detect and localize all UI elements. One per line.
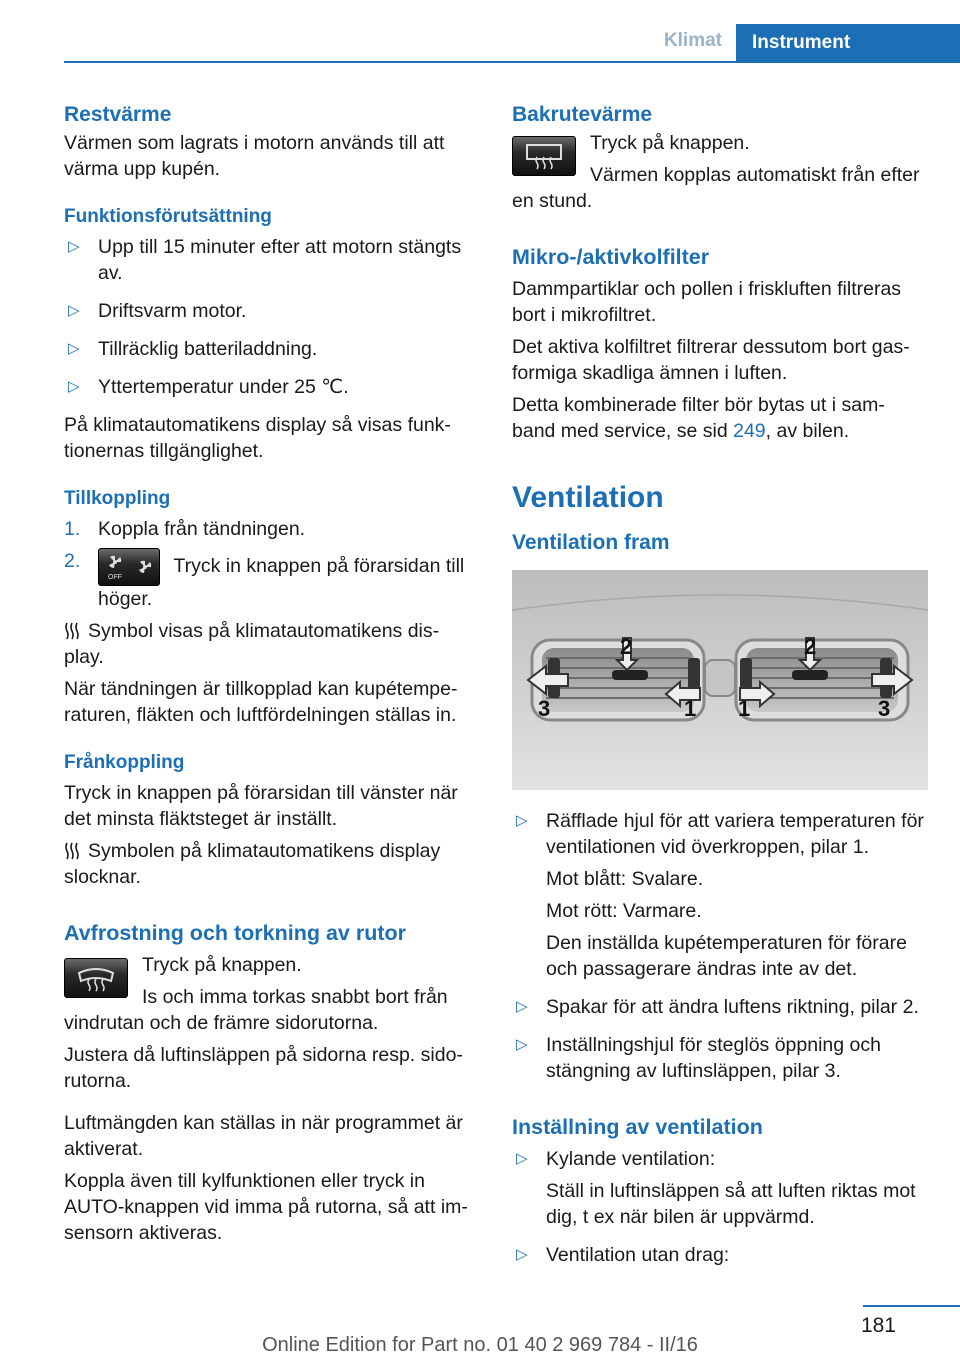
edition-footer: Online Edition for Part no. 01 40 2 969 784 - II/16: [262, 1334, 698, 1356]
bakrute-heading: Bakrutevärme: [512, 103, 653, 126]
ventilation-heading: Ventilation: [512, 481, 664, 514]
rear-window-defrost-button-icon: [512, 136, 576, 176]
footer-rule: [863, 1305, 960, 1307]
mikro-p3: [512, 392, 928, 444]
bullet-triangle-icon: ▷: [516, 1246, 528, 1263]
vent-list: [512, 808, 928, 1090]
symbol-text: [64, 618, 476, 670]
list-item: [512, 994, 928, 1026]
symbol-text-label: Symbol visas på klimatautomatikens dis-play.: [64, 620, 440, 668]
list-item-text: Driftsvarm motor.: [98, 300, 247, 322]
bullet-triangle-icon: ▷: [516, 1150, 528, 1167]
step-number: 2.: [64, 550, 81, 572]
vent-label-1-right: 1: [738, 696, 751, 721]
bullet-triangle-icon: ▷: [516, 998, 528, 1015]
frankoppling-heading: Frånkoppling: [64, 752, 185, 773]
tab-klimat[interactable]: Klimat: [663, 30, 722, 51]
heat-waves-icon: [64, 622, 80, 640]
bullet-triangle-icon: ▷: [516, 812, 528, 829]
mikro-p3-end: , av bilen.: [765, 420, 850, 442]
avf-line1: Tryck på knappen.: [142, 954, 302, 976]
mikro-heading: Mikro-/aktivkolfilter: [512, 245, 710, 269]
bullet-triangle-icon: ▷: [68, 340, 80, 357]
justera-text: Justera då luftinsläppen på sidorna resp. sido-rutorna.: [64, 1044, 463, 1092]
list-item: [512, 1242, 928, 1274]
restvarme-text: Värmen som lagrats i motorn används till att värma upp kupén.: [64, 132, 445, 180]
frankoppling-text: Tryck in knappen på förarsidan till vänster när det minsta fläktsteget är inställt.: [64, 782, 458, 830]
mikro-p3-text: Detta kombinerade filter bör bytas ut i sam-band med service, se sid: [512, 394, 885, 442]
list-item: [64, 336, 476, 368]
bullet-triangle-icon: ▷: [68, 302, 80, 319]
bak-line2: Värmen kopplas automatiskt från efter en stund.: [512, 164, 920, 212]
bullet-triangle-icon: ▷: [68, 238, 80, 255]
list-item-text: Ventilation utan drag:: [546, 1244, 730, 1266]
list-item-subtext: Mot blått: Svalare.: [546, 868, 704, 890]
fan-off-button-icon: [98, 548, 160, 586]
koppla-text: Koppla även till kylfunktionen eller tryck in AUTO-knappen vid imma på rutorna, så att im-sensorn aktiveras.: [64, 1170, 468, 1244]
list-item-subtext: Mot rött: Varmare.: [546, 900, 702, 922]
mikro-p1: Dammpartiklar och pollen i friskluften filtreras bort i mikrofiltret.: [512, 278, 902, 326]
vent-label-3-right: 3: [878, 696, 891, 721]
left-column: [64, 100, 476, 1252]
avf-line2: Is och imma torkas snabbt bort från vindrutan och de främre sidorutorna.: [64, 986, 448, 1034]
vent-label-3-left: 3: [538, 696, 551, 721]
tab-instrument[interactable]: Instrument: [736, 24, 960, 62]
step-number: 1.: [64, 518, 81, 540]
avfrostning-block: [64, 952, 476, 1042]
bakrute-block: [512, 130, 928, 220]
avfrostning-heading: Avfrostning och torkning av rutor: [64, 921, 407, 945]
bullet-triangle-icon: ▷: [68, 378, 80, 395]
tillkoppling-heading: Tillkoppling: [64, 488, 171, 509]
list-item-text: Tillräcklig batteriladdning.: [98, 338, 318, 360]
mikro-p2: Det aktiva kolfiltret filtrerar dessutom bort gas-formiga skadliga ämnen i luften.: [512, 336, 910, 384]
list-item-text: Kylande ventilation:: [546, 1148, 716, 1170]
svg-text:OFF: OFF: [108, 574, 122, 581]
page-link-249[interactable]: 249: [733, 420, 766, 442]
list-item-text: Räfflade hjul för att variera temperaturen för ventilationen vid överkroppen, pilar 1.: [546, 810, 924, 858]
heat-waves-icon: [64, 842, 80, 860]
installning-heading: Inställning av ventilation: [512, 1115, 763, 1139]
list-item: [512, 1032, 928, 1090]
list-item-subtext: Den inställda kupétemperaturen för förare och passagerare ändras inte av det.: [546, 932, 907, 980]
step-2: [64, 548, 476, 612]
luftmangd-text: Luftmängden kan ställas in när programmet är aktiverat.: [64, 1112, 463, 1160]
list-item: [64, 234, 476, 292]
vent-label-2-left: 2: [620, 634, 633, 659]
funktion-list: [64, 234, 476, 406]
symbolen-text-label: Symbolen på klimatautomatikens display slocknar.: [64, 840, 441, 888]
list-item: [512, 1146, 928, 1236]
bak-line1: Tryck på knappen.: [590, 132, 750, 154]
symbolen-text: [64, 838, 476, 890]
list-item-subtext: Ställ in luftinsläppen så att luften riktas mot dig, t ex när bilen är uppvärmd.: [546, 1180, 916, 1228]
list-item-text: Spakar för att ändra luftens riktning, pilar 2.: [546, 996, 919, 1018]
list-item-text: Inställningshjul för steglös öppning och stängning av luftinsläppen, pilar 3.: [546, 1034, 881, 1082]
list-item: [512, 808, 928, 988]
list-item: [64, 374, 476, 406]
inst-list: [512, 1146, 928, 1274]
right-column: [512, 100, 928, 1280]
step-text: Koppla från tändningen.: [98, 518, 306, 540]
list-item-text: Yttertemperatur under 25 ℃.: [98, 376, 349, 398]
restvarme-heading: Restvärme: [64, 103, 172, 126]
bullet-triangle-icon: ▷: [516, 1036, 528, 1053]
vent-label-1-left: 1: [684, 696, 697, 721]
windshield-defrost-button-icon: [64, 958, 128, 998]
front-vents-illustration: [512, 570, 928, 790]
step-text: Tryck in knappen på förarsidan till höger.: [98, 555, 465, 610]
display-text: På klimatautomatikens display så visas funk-tionernas tillgänglighet.: [64, 414, 451, 462]
page-number: 181: [860, 1314, 896, 1337]
funktion-heading: Funktionsförutsättning: [64, 206, 272, 227]
header: [0, 24, 960, 62]
list-item-text: Upp till 15 minuter efter att motorn stängts av.: [98, 236, 462, 284]
list-item: [64, 298, 476, 330]
tandning-text: När tändningen är tillkopplad kan kupétempe-raturen, fläkten och luftfördelningen ställas in.: [64, 678, 458, 726]
step-1: [64, 516, 476, 542]
vent-label-2-right: 2: [804, 634, 817, 659]
vent-fram-heading: Ventilation fram: [512, 531, 670, 554]
